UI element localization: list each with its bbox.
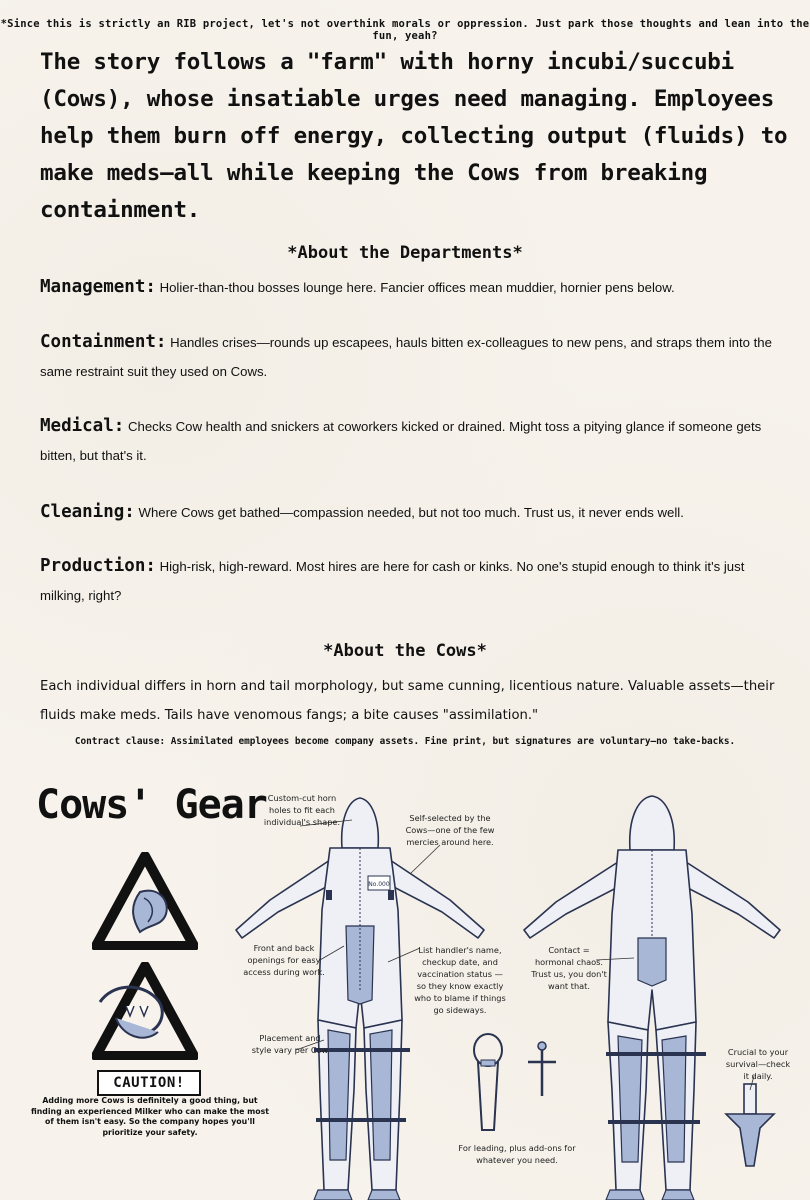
callout-leading: For leading, plus add-ons for whatever you need.: [458, 1143, 576, 1165]
cows-heading: *About the Cows*: [323, 641, 487, 661]
callout-self-selected: Self-selected by the Cows—one of the few mercies around here.: [405, 813, 495, 847]
contract-clause: Contract clause: Assimilated employees become company assets. Fine print, but signatures are voluntary—no take-backs.: [74, 736, 736, 747]
dept-name: Medical:: [40, 416, 125, 436]
departments-heading: *About the Departments*: [287, 243, 523, 263]
dept-text: Handles crises—rounds up escapees, hauls bitten ex-colleagues to new pens, and straps them into the same restraint suit they used on Cows.: [40, 335, 772, 379]
intro-paragraph: The story follows a "farm" with horny incubi/succubi (Cows), whose insatiable urges need managing. Employees help them burn off energy, collecting output (fluids) to make meds—all while keeping the Cows from breaking containment.: [40, 49, 788, 223]
gear-title: Cows' Gear: [36, 782, 267, 828]
caution-label: CAUTION!: [97, 1070, 201, 1096]
dept-text: Where Cows get bathed—compassion needed, but not too much. Trust us, it never ends well.: [138, 505, 684, 520]
caution-text: Adding more Cows is definitely a good thing, but finding an experienced Milker who can make the most of them isn't easy. So the company hopes you'll prioritize your safety.: [30, 1096, 270, 1137]
cows-description: Each individual differs in horn and tail morphology, but same cunning, licentious nature. Valuable assets—their fluids make meds. Tails have venomous fangs; a bite causes "assimilation.": [40, 679, 775, 723]
callout-contact: Contact = hormonal chaos. Trust us, you don't want that.: [531, 945, 607, 991]
callout-list: List handler's name, checkup date, and vaccination status —so they know exactly who to blame if things go sideways.: [414, 945, 506, 1015]
callout-placement: Placement and style vary per Cow: [251, 1033, 329, 1055]
dept-name: Management:: [40, 277, 156, 297]
suit-badge: No.000: [368, 881, 390, 888]
dept-name: Cleaning:: [40, 502, 135, 522]
callout-survival: Crucial to your survival—check it daily.: [725, 1047, 791, 1081]
dept-name: Containment:: [40, 332, 167, 352]
dept-text: Holier-than-thou bosses lounge here. Fancier offices mean muddier, hornier pens below.: [159, 280, 675, 295]
dept-text: Checks Cow health and snickers at coworkers kicked or drained. Might toss a pitying glance if someone gets bitten, but that's it.: [40, 419, 762, 463]
callout-horn: Custom-cut horn holes to fit each individual's shape.: [263, 793, 341, 827]
dept-text: High-risk, high-reward. Most hires are here for cash or kinks. No one's stupid enough to think it's just milking, right?: [40, 559, 745, 603]
disclaimer: *Since this is strictly an RIB project, let's not overthink morals or oppression. Just park those thoughts and lean into the fun, yeah?: [0, 18, 810, 42]
dept-name: Production:: [40, 556, 156, 576]
callout-openings: Front and back openings for easy access during work.: [243, 943, 325, 977]
